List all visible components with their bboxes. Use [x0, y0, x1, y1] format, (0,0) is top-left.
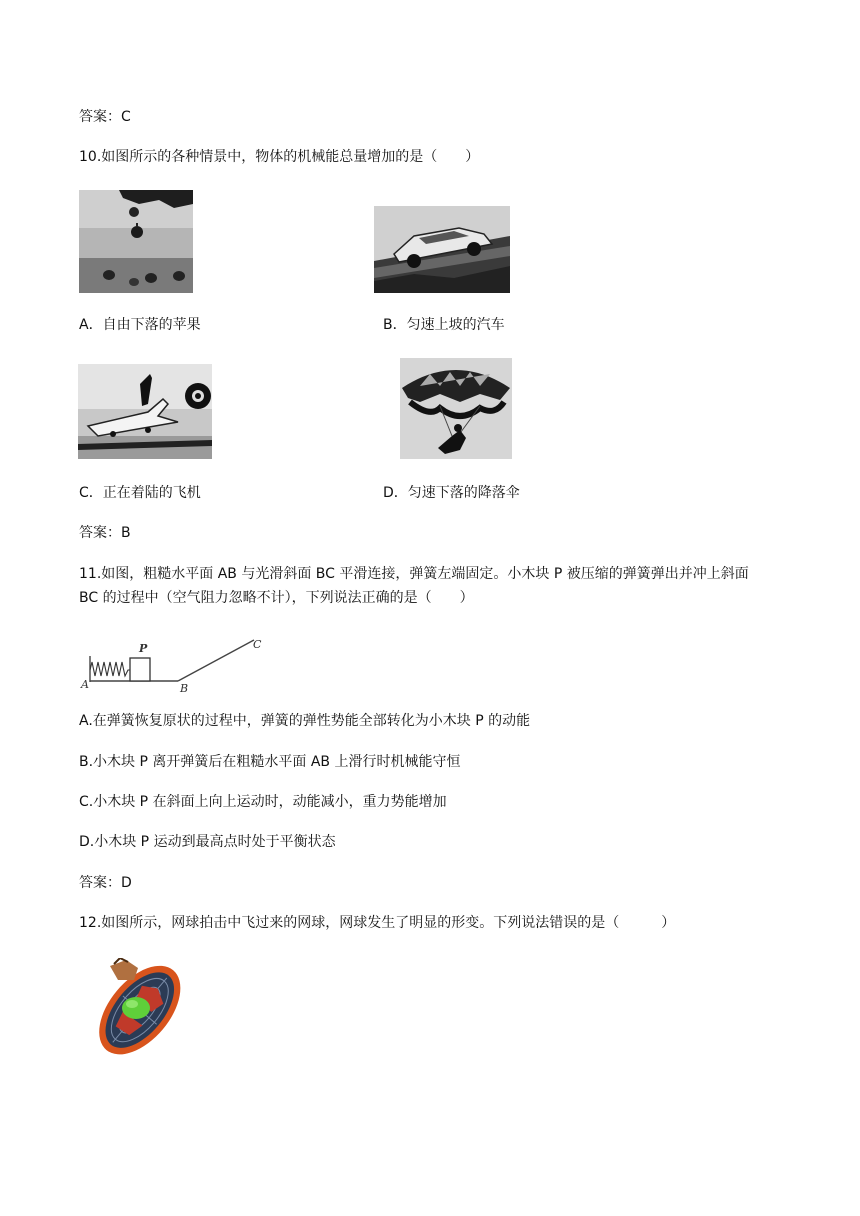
q11-option-b: B.小木块 P 离开弹簧后在粗糙水平面 AB 上滑行时机械能守恒 [79, 754, 461, 770]
block-p-label: P [139, 642, 148, 655]
q11-option-a: A.在弹簧恢复原状的过程中，弹簧的弹性势能全部转化为小木块 P 的动能 [79, 713, 531, 729]
q10-option-c: C．正在着陆的飞机 [79, 485, 201, 501]
q10-option-a: A．自由下落的苹果 [79, 317, 201, 333]
q10-option-b: B．匀速上坡的汽车 [383, 317, 505, 333]
point-c-label: C [253, 638, 262, 651]
q10-option-d: D．匀速下落的降落伞 [383, 485, 520, 501]
car-uphill-image [374, 206, 510, 293]
point-b-label: B [180, 682, 189, 694]
q10-stem: 10.如图所示的各种情景中，物体的机械能总量增加的是（ ） [79, 149, 480, 165]
point-a-label: A [81, 678, 89, 691]
q11-stem-line2: BC 的过程中（空气阻力忽略不计），下列说法正确的是（ ） [79, 590, 474, 606]
q12-stem: 12.如图所示，网球拍击中飞过来的网球，网球发生了明显的形变。下列说法错误的是（ ） [79, 915, 676, 931]
q9-answer: 答案：C [79, 109, 131, 125]
q11-option-d: D.小木块 P 运动到最高点时处于平衡状态 [79, 834, 336, 850]
q11-stem-line1: 11.如图，粗糙水平面 AB 与光滑斜面 BC 平滑连接，弹簧左端固定。小木块 P 被压缩的弹簧弹出并冲上斜面 [79, 566, 749, 582]
falling-apple-image [79, 190, 193, 293]
q11-option-c: C.小木块 P 在斜面上向上运动时，动能减小，重力势能增加 [79, 794, 447, 810]
q10-answer: 答案：B [79, 525, 131, 541]
landing-plane-image [78, 364, 212, 459]
q11-answer: 答案：D [79, 875, 132, 891]
spring-incline-diagram [78, 630, 268, 694]
tennis-racket-image [76, 958, 192, 1076]
parachute-image [400, 358, 512, 459]
